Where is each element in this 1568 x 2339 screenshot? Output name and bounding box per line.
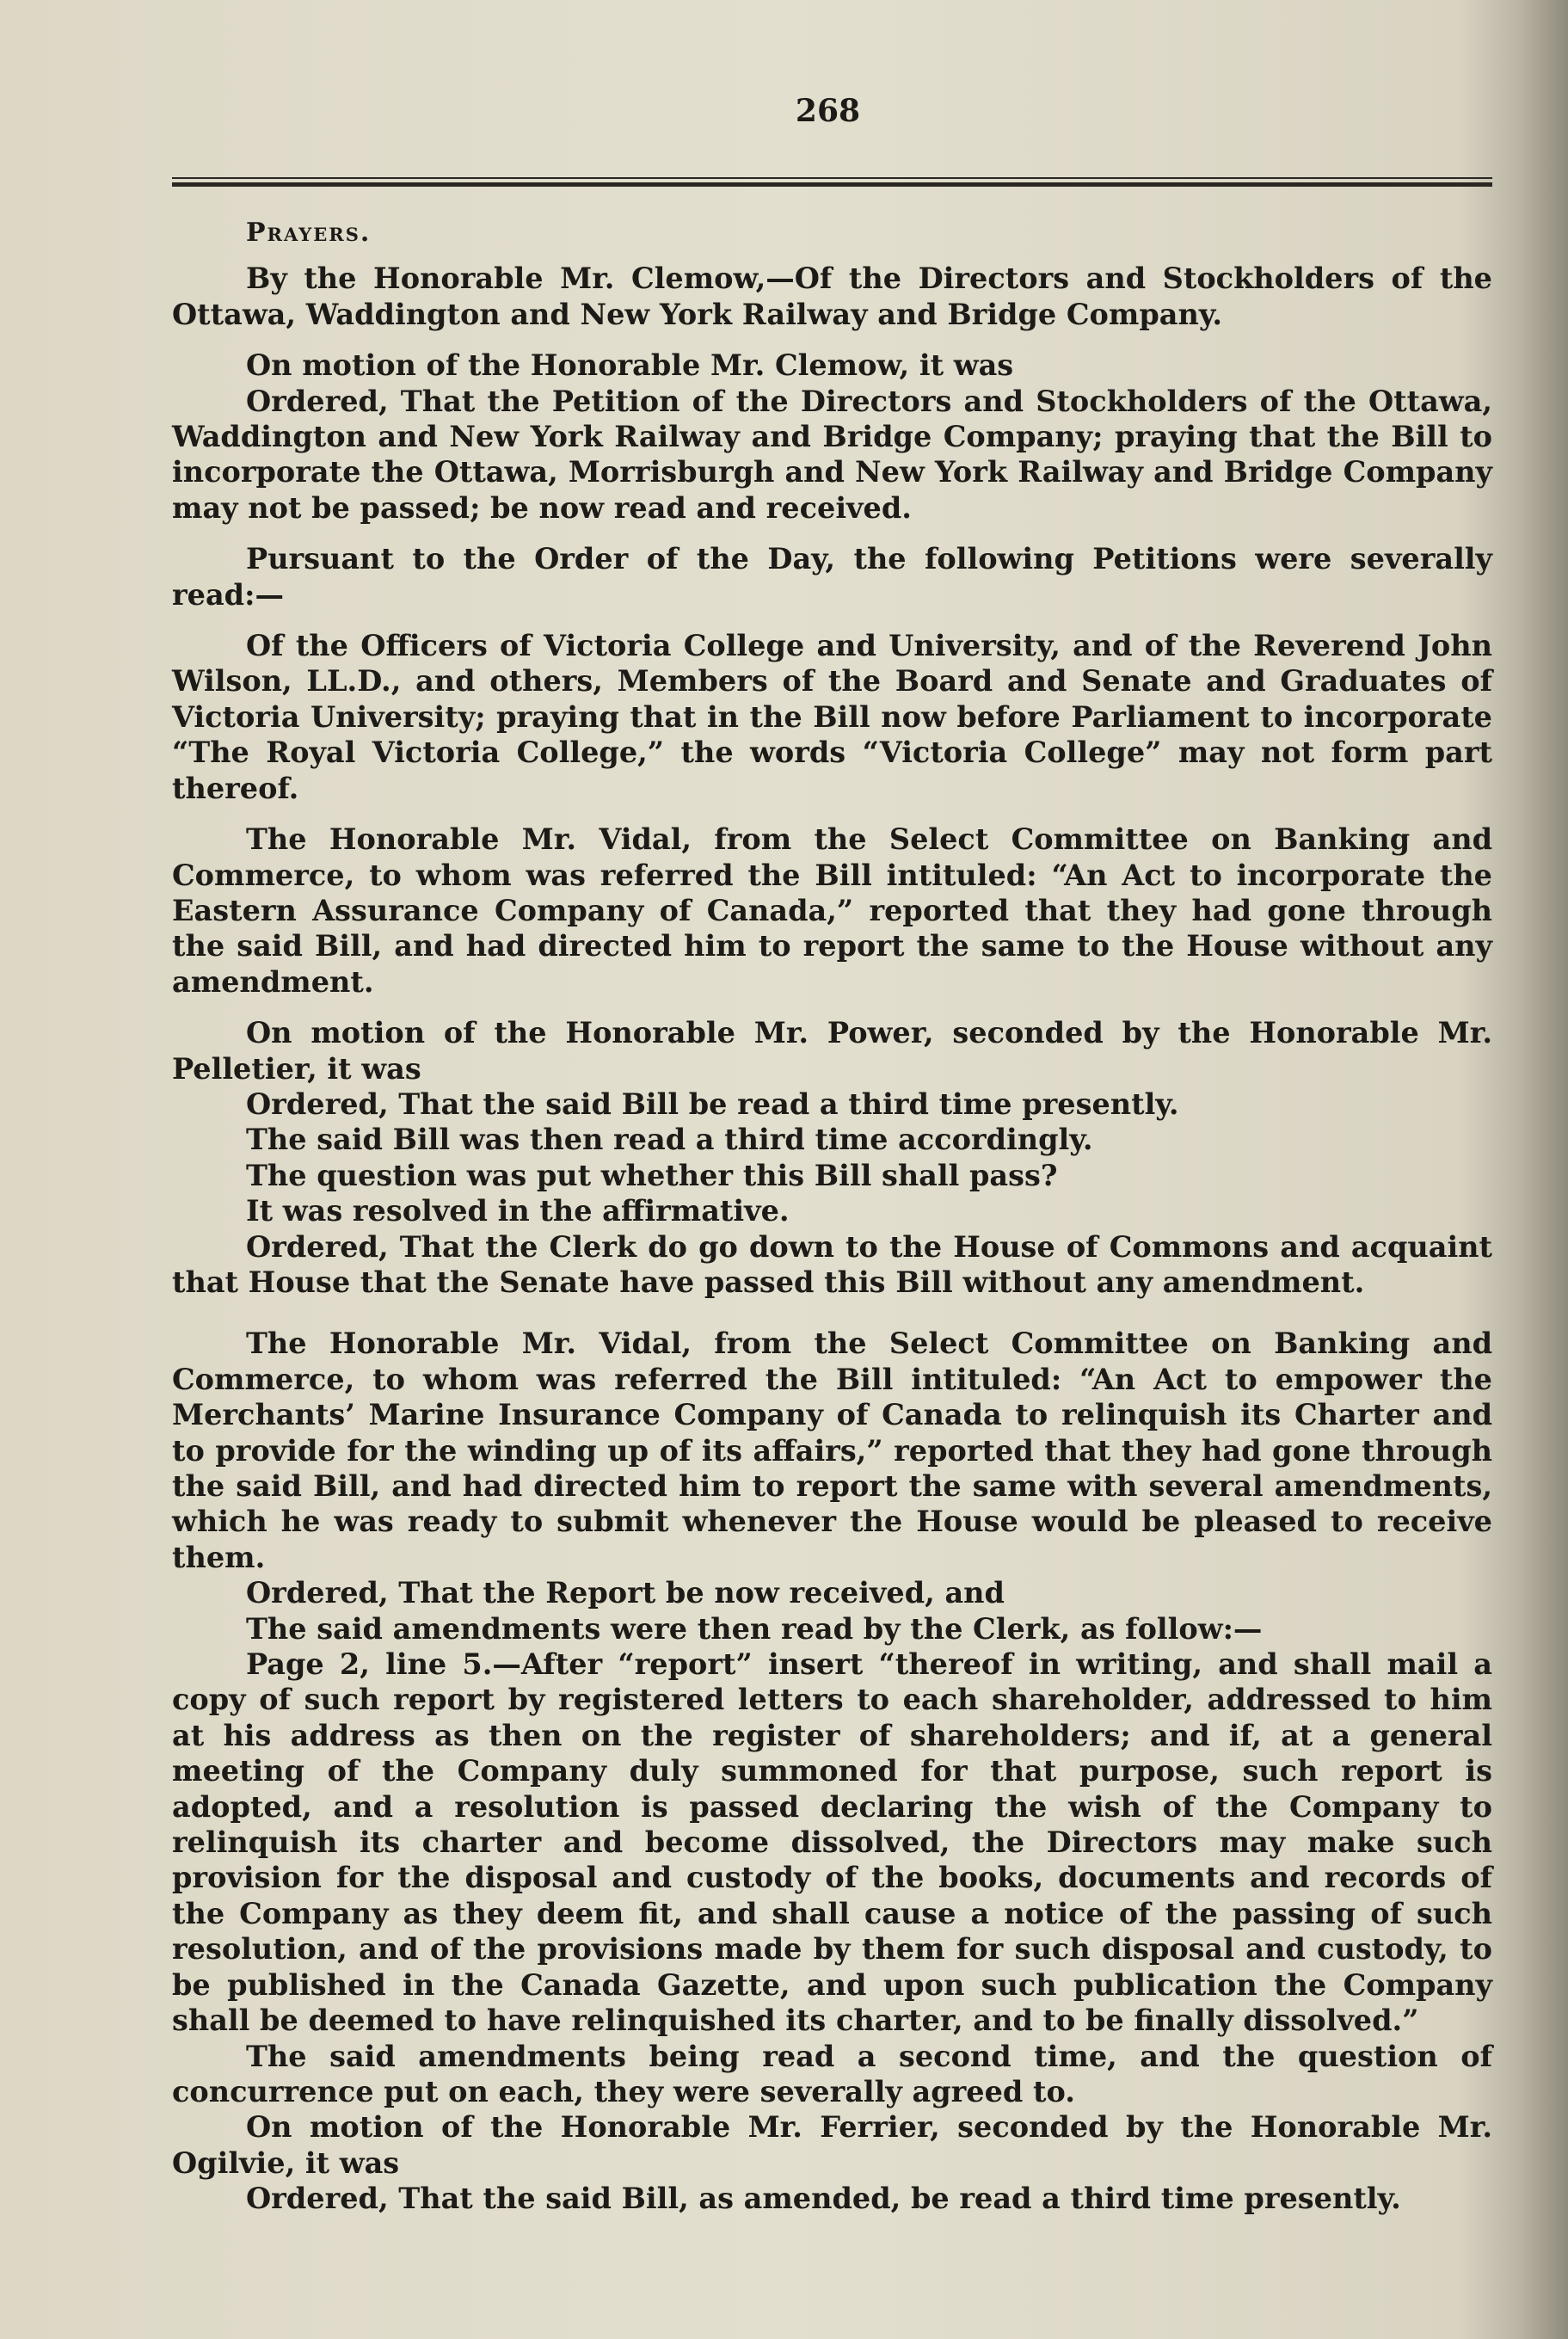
paragraph: The said Bill was then read a third time accordingly. — [246, 1123, 1093, 1157]
paragraph: Ordered, That the said Bill, as amended, be read a third time presently. — [246, 2182, 1401, 2216]
paragraph: On motion of the Honorable Mr. Power, seconded by the Honorable Mr. Pelletier, it was — [172, 1016, 1492, 1086]
page-number: 268 — [795, 93, 861, 129]
paragraph: Ordered, That the Clerk do go down to the House of Commons and acquaint that House that the Senate have passed this Bill without any amendment. — [172, 1229, 1492, 1299]
paragraph: Page 2, line 5.—After “report” insert “thereof in writing, and shall mail a copy of such report by registered letters to each shareholder, addressed to him at his address as then on the register of shareholders; and if, at a general meeting of the Company duly summoned for that purpose, such report is adopted, and a resolution is passed declaring the wish of the Company to relinquish its charter and become dissolved, the Directors may make such provision for the disposal and custody of the books, documents and records of the Company as they deem fit, and shall cause a notice of the passing of such resolution, and of the provisions made by them for such disposal and custody, to be published in the Canada Gazette, and upon such publication the Company shall be deemed to have relinquished its charter, and to be finally dissolved.” — [172, 1647, 1492, 2038]
paragraph: It was resolved in the affirmative. — [246, 1194, 790, 1228]
journal-text — [172, 215, 1492, 2217]
paragraph: Pursuant to the Order of the Day, the following Petitions were severally read:— — [172, 542, 1492, 612]
paragraph: Ordered, That the Petition of the Directors and Stockholders of the Ottawa, Waddington and New York Railway and Bridge Company; praying that the Bill to incorporate the Ottawa, Morrisburgh and New York Railway and Bridge Company may not be passed; be now read and received. — [172, 384, 1492, 525]
section-heading: Prayers. — [246, 218, 372, 248]
header-rule-thick — [172, 182, 1492, 187]
paragraph: The Honorable Mr. Vidal, from the Select Committee on Banking and Commerce, to whom was referred the Bill intituled: “An Act to empower the Merchants’ Marine Insurance Company of Canada to relinquish its Charter and to provide for the winding up of its affairs,” reported that they had gone through the said Bill, and had directed him to report the same with several amendments, which he was ready to submit whenever the House would be pleased to receive them. — [172, 1326, 1492, 1574]
paragraph: The Honorable Mr. Vidal, from the Select Committee on Banking and Commerce, to whom was referred the Bill intituled: “An Act to incorporate the Eastern Assurance Company of Canada,” reported that they had gone through the said Bill, and had directed him to report the same to the House without any amendment. — [172, 822, 1492, 999]
paragraph: The said amendments were then read by the Clerk, as follow:— — [246, 1611, 1263, 1646]
paragraph: On motion of the Honorable Mr. Clemow, it was — [246, 348, 1014, 383]
paragraph: On motion of the Honorable Mr. Ferrier, seconded by the Honorable Mr. Ogilvie, it was — [172, 2110, 1492, 2180]
paragraph: Ordered, That the said Bill be read a third time presently. — [246, 1086, 1179, 1121]
paragraph: The said amendments being read a second time, and the question of concurrence put on each, they were severally agreed to. — [172, 2039, 1492, 2108]
paragraph: By the Honorable Mr. Clemow,—Of the Directors and Stockholders of the Ottawa, Waddington and New York Railway and Bridge Company. — [172, 262, 1492, 331]
paragraph: Ordered, That the Report be now received, and — [246, 1576, 1005, 1610]
header-rule-thin — [172, 177, 1492, 179]
paragraph: Of the Officers of Victoria College and University, and of the Reverend John Wilson, LL.D., and others, Members of the Board and Senate and Graduates of Victoria University; praying that in the Bill now before Parliament to incorporate “The Royal Victoria College,” the words “Victoria College” may not form part thereof. — [172, 629, 1492, 805]
paragraph: The question was put whether this Bill shall pass? — [246, 1158, 1058, 1192]
paragraph-list — [172, 261, 1492, 2216]
